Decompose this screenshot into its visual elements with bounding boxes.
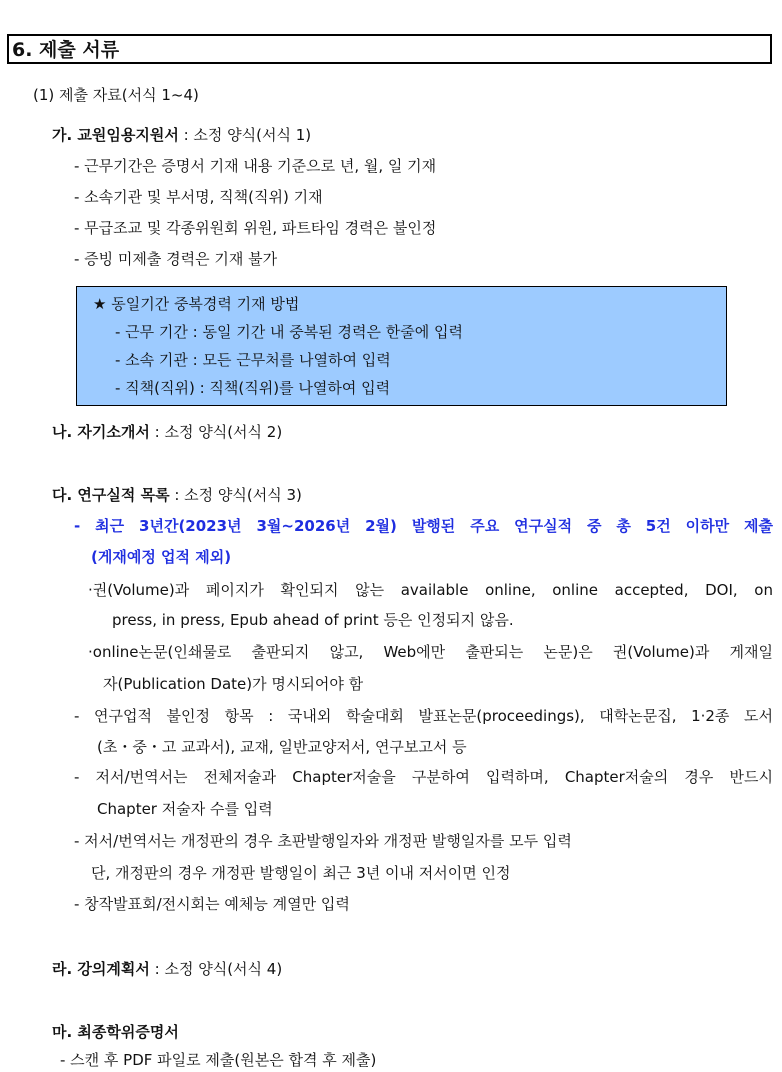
da-item-4: - 창작발표회/전시회는 예체능 계열만 입력 xyxy=(74,895,350,913)
note-title: ★ 동일기간 중복경력 기재 방법 xyxy=(93,295,300,313)
section-title-box xyxy=(7,34,772,64)
da-heading: 다. 연구실적 목록 xyxy=(52,486,170,504)
ga-heading: 가. 교원임용지원서 xyxy=(52,126,179,144)
da-item-3a: - 저서/번역서는 개정판의 경우 초판발행일자와 개정판 발행일자를 모두 입력 xyxy=(74,832,572,850)
note-box xyxy=(76,286,727,406)
section-title: 6. 제출 서류 xyxy=(12,39,120,61)
note-item-1: - 근무 기간 : 동일 기간 내 중복된 경력은 한줄에 입력 xyxy=(115,323,463,341)
da-item-2a: - 저서/번역서는 전체저술과 Chapter저술을 구분하여 입력하며, Chapter저술의 경우 반드시 xyxy=(74,768,773,786)
da-heading-line xyxy=(52,484,302,506)
da-highlight-2: (게재예정 업적 제외) xyxy=(91,548,232,566)
ma-item: - 스캔 후 PDF 파일로 제출(원본은 합격 후 제출) xyxy=(60,1051,377,1069)
ra-form: : 소정 양식(서식 4) xyxy=(149,960,283,978)
ga-item-4: - 증빙 미제출 경력은 기재 불가 xyxy=(74,250,278,268)
da-item-2b: Chapter 저술자 수를 입력 xyxy=(97,800,273,818)
da-bullet-2b: 자(Publication Date)가 명시되어야 함 xyxy=(103,675,364,693)
na-heading-line xyxy=(52,421,282,443)
sub-heading: (1) 제출 자료(서식 1~4) xyxy=(33,86,199,104)
ra-heading: 라. 강의계획서 xyxy=(52,960,150,978)
na-form: : 소정 양식(서식 2) xyxy=(149,423,283,441)
ga-item-3: - 무급조교 및 각종위원회 위원, 파트타임 경력은 불인정 xyxy=(74,219,437,237)
note-item-2: - 소속 기관 : 모든 근무처를 나열하여 입력 xyxy=(115,351,391,369)
da-bullet-1a: ·권(Volume)과 페이지가 확인되지 않는 available online, online accepted, DOI, on xyxy=(88,581,773,599)
da-bullet-2a: ·online논문(인쇄물로 출판되지 않고, Web에만 출판되는 논문)은 권(Volume)과 게재일 xyxy=(88,643,773,661)
da-item-1b: (초・중・고 교과서), 교재, 일반교양저서, 연구보고서 등 xyxy=(97,738,467,756)
da-form: : 소정 양식(서식 3) xyxy=(169,486,302,504)
ga-form: : 소정 양식(서식 1) xyxy=(178,126,312,144)
ga-heading-line xyxy=(52,124,311,146)
na-heading: 나. 자기소개서 xyxy=(52,423,150,441)
ga-item-2: - 소속기관 및 부서명, 직책(직위) 기재 xyxy=(74,188,323,206)
da-item-3b: 단, 개정판의 경우 개정판 발행일이 최근 3년 이내 저서이면 인정 xyxy=(91,864,511,882)
da-highlight-1: - 최근 3년간(2023년 3월~2026년 2월) 발행된 주요 연구실적 중 총 5건 이하만 제출 xyxy=(74,517,773,535)
note-item-3: - 직책(직위) : 직책(직위)를 나열하여 입력 xyxy=(115,379,391,397)
ma-heading: 마. 최종학위증명서 xyxy=(52,1023,179,1041)
ga-item-1: - 근무기간은 증명서 기재 내용 기준으로 년, 월, 일 기재 xyxy=(74,157,437,175)
da-bullet-1b: press, in press, Epub ahead of print 등은 인정되지 않음. xyxy=(112,611,514,629)
ra-heading-line xyxy=(52,958,282,980)
da-item-1a: - 연구업적 불인정 항목 : 국내외 학술대회 발표논문(proceedings), 대학논문집, 1·2종 도서 xyxy=(74,707,773,725)
